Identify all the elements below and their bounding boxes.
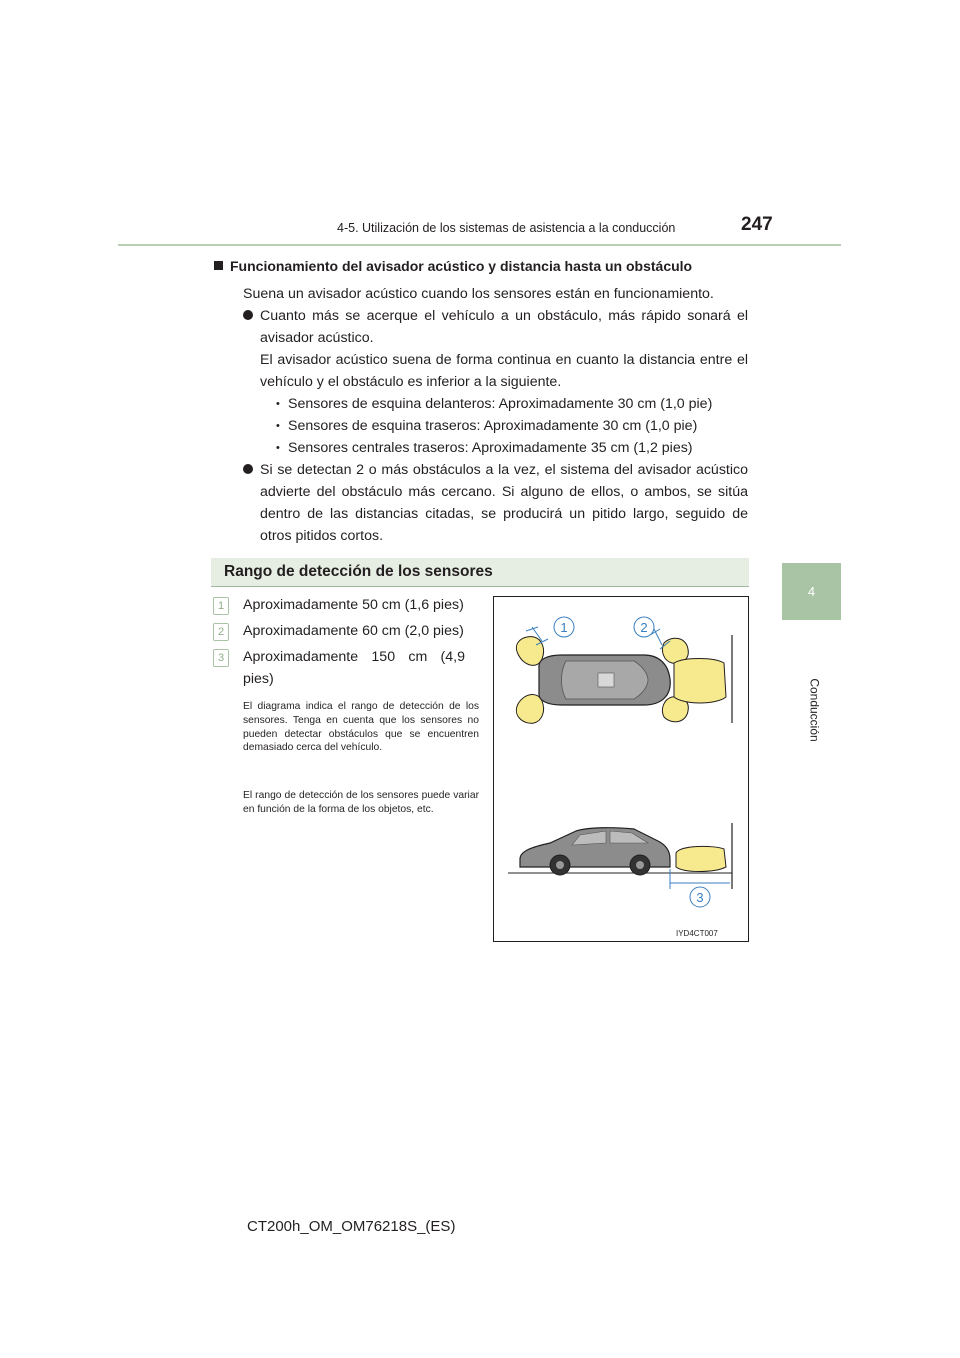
callout-number-3: 3 [213,649,229,667]
diagram-note: El diagrama indica el rango de detección de los sensores. Tenga en cuenta que los sensores no pueden detectar obstáculos que se encuentren demasiado cerca del vehículo. [243,701,479,754]
bullet-text-cont: El avisador acústico suena de forma continua en cuanto la distancia entre el vehículo y el obstáculo es inferior a la siguiente. [260,352,748,390]
bullet-dot-icon [243,464,253,474]
range-item-3-cont: pies) [243,671,274,687]
intro-paragraph: Suena un avisador acústico cuando los sensores están en funcionamiento. [243,286,714,302]
range-item-2: Aproximadamente 60 cm (2,0 pies) [243,623,464,639]
sensor-range-diagram [494,597,748,941]
chapter-header: 4-5. Utilización de los sistemas de asistencia a la conducción [337,221,676,235]
callout-3-label: 3 [696,890,704,905]
figure-code: IYD4CT007 [676,929,718,938]
bullet-text: Cuanto más se acerque el vehículo a un obstáculo, más rápido sonará el avisador acústico. [260,308,748,346]
callout-number-2: 2 [213,623,229,641]
subsection-band-rule [211,586,749,587]
square-bullet-icon [214,261,223,270]
chapter-tab-number: 4 [807,584,816,599]
subsection-title: Rango de detección de los sensores [224,563,493,580]
front-left-zone [516,637,543,666]
range-variation-note: El rango de detección de los sensores puede variar en función de la forma de los objetos, etc. [243,790,479,815]
sensor-range-figure [493,596,749,942]
section-heading [214,258,754,274]
sub-list-item: • Sensores de esquina delanteros: Aproximadamente 30 cm (1,0 pie) [288,393,748,415]
range-item-1: Aproximadamente 50 cm (1,6 pies) [243,597,464,613]
rear-side-zone [676,846,726,871]
front-right-zone [516,695,543,724]
callout-2-label: 2 [640,620,648,635]
bullet-text: Si se detectan 2 o más obstáculos a la vez, el sistema del avisador acústico advierte del obstáculo más cercano. Si alguno de ellos, o ambos, se sitúa dentro de las distancias citadas, se producirá un pitido largo, seguido de otros pitidos cortos. [260,462,748,544]
bullet-item [243,459,748,547]
rear-center-zone [674,659,726,704]
header-divider [118,244,841,246]
range-item-3: Aproximadamente 150 cm (4,9 [243,649,465,665]
bullet-item [243,305,748,459]
callout-1-label: 1 [560,620,568,635]
chapter-tab [782,563,841,620]
bullet-dot-icon [243,310,253,320]
page-number: 247 [741,214,773,235]
sub-list-item: • Sensores de esquina traseros: Aproximadamente 30 cm (1,0 pie) [288,415,748,437]
callout-number-1: 1 [213,597,229,615]
chapter-tab-label: Conducción [807,678,822,742]
document-code-footer: CT200h_OM_OM76218S_(ES) [247,1218,456,1235]
sub-list-item: • Sensores centrales traseros: Aproximadamente 35 cm (1,2 pies) [288,437,748,459]
section-heading-text: Funcionamiento del avisador acústico y distancia hasta un obstáculo [230,258,693,274]
